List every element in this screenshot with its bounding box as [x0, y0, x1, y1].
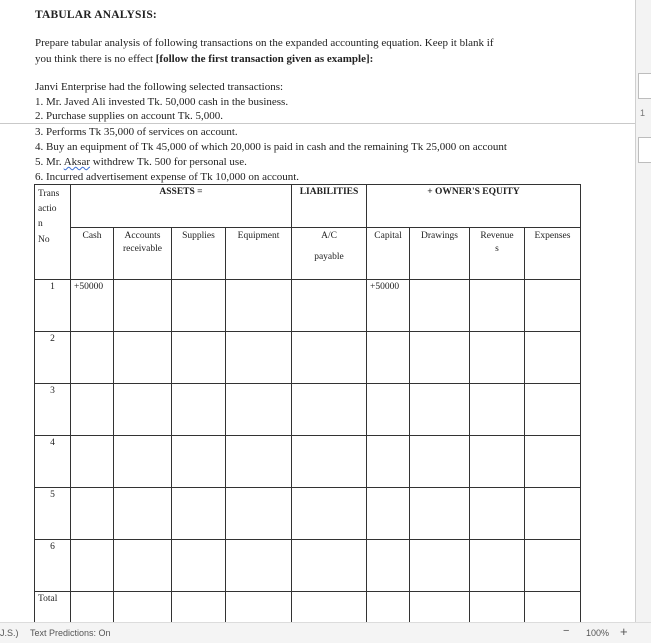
- gutter-marker-bottom[interactable]: [638, 137, 651, 163]
- transaction-5-suffix: withdrew Tk. 500 for personal use.: [90, 156, 247, 168]
- table-row: [35, 332, 581, 384]
- row-number[interactable]: 2: [35, 332, 71, 384]
- cell-drawings[interactable]: [410, 280, 470, 332]
- cell-ap[interactable]: [292, 488, 367, 540]
- cell-drawings[interactable]: [410, 436, 470, 488]
- total-capital[interactable]: [367, 592, 410, 623]
- instruction-line-2: [35, 53, 373, 65]
- text-predictions-status[interactable]: Text Predictions: On: [30, 628, 111, 638]
- cell-ap[interactable]: [292, 332, 367, 384]
- cell-drawings[interactable]: [410, 332, 470, 384]
- cell-supplies[interactable]: [172, 488, 226, 540]
- col-accounts-receivable[interactable]: [114, 228, 172, 280]
- total-cash[interactable]: [71, 592, 114, 623]
- no-label: No: [38, 235, 50, 245]
- col-revenues[interactable]: [470, 228, 525, 280]
- cell-equipment[interactable]: [226, 488, 292, 540]
- row-number[interactable]: 4: [35, 436, 71, 488]
- cell-capital[interactable]: +50000: [367, 280, 410, 332]
- cell-cash[interactable]: [71, 436, 114, 488]
- cell-expenses[interactable]: [525, 332, 581, 384]
- cell-ar[interactable]: [114, 280, 172, 332]
- cell-expenses[interactable]: [525, 384, 581, 436]
- cell-ar[interactable]: [114, 540, 172, 592]
- cell-ap[interactable]: [292, 384, 367, 436]
- cell-supplies[interactable]: [172, 540, 226, 592]
- spellcheck-flagged-word[interactable]: Aksar: [63, 156, 91, 168]
- total-revenues[interactable]: [470, 592, 525, 623]
- row-number[interactable]: 3: [35, 384, 71, 436]
- row-number[interactable]: 5: [35, 488, 71, 540]
- status-bar: [0, 622, 651, 643]
- cell-revenues[interactable]: [470, 488, 525, 540]
- cell-supplies[interactable]: [172, 332, 226, 384]
- col-ap-line-1: A/C: [321, 231, 337, 241]
- liabilities-header[interactable]: LIABILITIES: [292, 185, 367, 228]
- cell-equipment[interactable]: [226, 384, 292, 436]
- table-row: [35, 436, 581, 488]
- cell-expenses[interactable]: [525, 436, 581, 488]
- cell-revenues[interactable]: [470, 436, 525, 488]
- cell-capital[interactable]: [367, 332, 410, 384]
- col-ar-line-2: receivable: [122, 244, 163, 254]
- cell-drawings[interactable]: [410, 488, 470, 540]
- transaction-3: 3. Performs Tk 35,000 of services on account.: [35, 126, 238, 138]
- cell-capital[interactable]: [367, 540, 410, 592]
- trans-label-line-2: actio: [38, 204, 57, 214]
- cell-supplies[interactable]: [172, 280, 226, 332]
- instruction-line-1: Prepare tabular analysis of following transactions on the expanded accounting equation. Keep it blank if: [35, 37, 494, 49]
- cell-revenues[interactable]: [470, 280, 525, 332]
- cell-drawings[interactable]: [410, 540, 470, 592]
- cell-cash[interactable]: [71, 384, 114, 436]
- table-row: [35, 280, 581, 332]
- row-number[interactable]: 6: [35, 540, 71, 592]
- cell-revenues[interactable]: [470, 384, 525, 436]
- col-revenue-line-2: s: [495, 244, 499, 254]
- page-break-line: [0, 123, 635, 124]
- col-cash[interactable]: Cash: [71, 228, 114, 280]
- cell-revenues[interactable]: [470, 332, 525, 384]
- cell-equipment[interactable]: [226, 540, 292, 592]
- cell-supplies[interactable]: [172, 384, 226, 436]
- total-drawings[interactable]: [410, 592, 470, 623]
- total-expenses[interactable]: [525, 592, 581, 623]
- transaction-no-header: [35, 185, 71, 280]
- col-equipment[interactable]: Equipment: [226, 228, 292, 280]
- cell-ap[interactable]: [292, 436, 367, 488]
- cell-ap[interactable]: [292, 280, 367, 332]
- cell-capital[interactable]: [367, 384, 410, 436]
- table-row: [35, 540, 581, 592]
- transaction-5: [35, 156, 247, 168]
- zoom-out-icon[interactable]: −: [563, 625, 570, 637]
- document-heading: TABULAR ANALYSIS:: [35, 9, 157, 21]
- cell-capital[interactable]: [367, 488, 410, 540]
- cell-drawings[interactable]: [410, 384, 470, 436]
- transaction-2: 2. Purchase supplies on account Tk. 5,000.: [35, 110, 223, 122]
- assets-header[interactable]: ASSETS =: [71, 185, 292, 228]
- col-accounts-payable[interactable]: [292, 228, 367, 280]
- transaction-1: 1. Mr. Javed Ali invested Tk. 50,000 cash in the business.: [35, 96, 289, 108]
- cell-equipment[interactable]: [226, 436, 292, 488]
- col-revenue-line-1: Revenue: [480, 231, 514, 241]
- cell-expenses[interactable]: [525, 488, 581, 540]
- transaction-5-prefix: 5. Mr.: [35, 156, 64, 168]
- cell-expenses[interactable]: [525, 540, 581, 592]
- zoom-level[interactable]: 100%: [586, 628, 610, 638]
- cell-ar[interactable]: [114, 332, 172, 384]
- col-expenses[interactable]: Expenses: [525, 228, 581, 280]
- instruction-bold-text: [follow the first transaction given as example]:: [155, 53, 374, 65]
- trans-label-line-3: n: [38, 219, 43, 229]
- cell-expenses[interactable]: [525, 280, 581, 332]
- col-ar-line-1: Accounts: [124, 231, 161, 241]
- cell-ar[interactable]: [114, 384, 172, 436]
- cell-cash[interactable]: +50000: [71, 280, 114, 332]
- language-indicator[interactable]: J.S.): [0, 628, 19, 638]
- gutter-marker-top[interactable]: [638, 73, 651, 99]
- row-number[interactable]: 1: [35, 280, 71, 332]
- transaction-4: 4. Buy an equipment of Tk 45,000 of which 20,000 is paid in cash and the remaining Tk 25,000 on account: [35, 141, 507, 153]
- cell-equipment[interactable]: [226, 280, 292, 332]
- instruction-plain-text: you think there is no effect: [35, 53, 156, 65]
- col-ap-line-2: payable: [314, 252, 344, 262]
- total-row: [35, 592, 581, 623]
- total-label[interactable]: Total: [35, 592, 71, 623]
- cell-cash[interactable]: [71, 540, 114, 592]
- col-drawings[interactable]: Drawings: [410, 228, 470, 280]
- total-ap[interactable]: [292, 592, 367, 623]
- cell-equipment[interactable]: [226, 332, 292, 384]
- total-ar[interactable]: [114, 592, 172, 623]
- cell-cash[interactable]: [71, 488, 114, 540]
- zoom-in-icon[interactable]: +: [620, 624, 628, 639]
- cell-supplies[interactable]: [172, 436, 226, 488]
- col-capital[interactable]: Capital: [367, 228, 410, 280]
- page-number: 1: [640, 108, 646, 118]
- owners-equity-header[interactable]: + OWNER'S EQUITY: [367, 185, 581, 228]
- cell-ar[interactable]: [114, 488, 172, 540]
- table-row: [35, 488, 581, 540]
- trans-label-line-1: Trans: [38, 189, 60, 199]
- transaction-6: 6. Incurred advertisement expense of Tk 10,000 on account.: [35, 171, 300, 183]
- transactions-intro: Janvi Enterprise had the following selected transactions:: [35, 81, 284, 93]
- cell-revenues[interactable]: [470, 540, 525, 592]
- table-row: [35, 384, 581, 436]
- col-supplies[interactable]: Supplies: [172, 228, 226, 280]
- total-equipment[interactable]: [226, 592, 292, 623]
- total-supplies[interactable]: [172, 592, 226, 623]
- cell-ap[interactable]: [292, 540, 367, 592]
- tabular-analysis-table: [34, 184, 581, 622]
- cell-cash[interactable]: [71, 332, 114, 384]
- cell-capital[interactable]: [367, 436, 410, 488]
- cell-ar[interactable]: [114, 436, 172, 488]
